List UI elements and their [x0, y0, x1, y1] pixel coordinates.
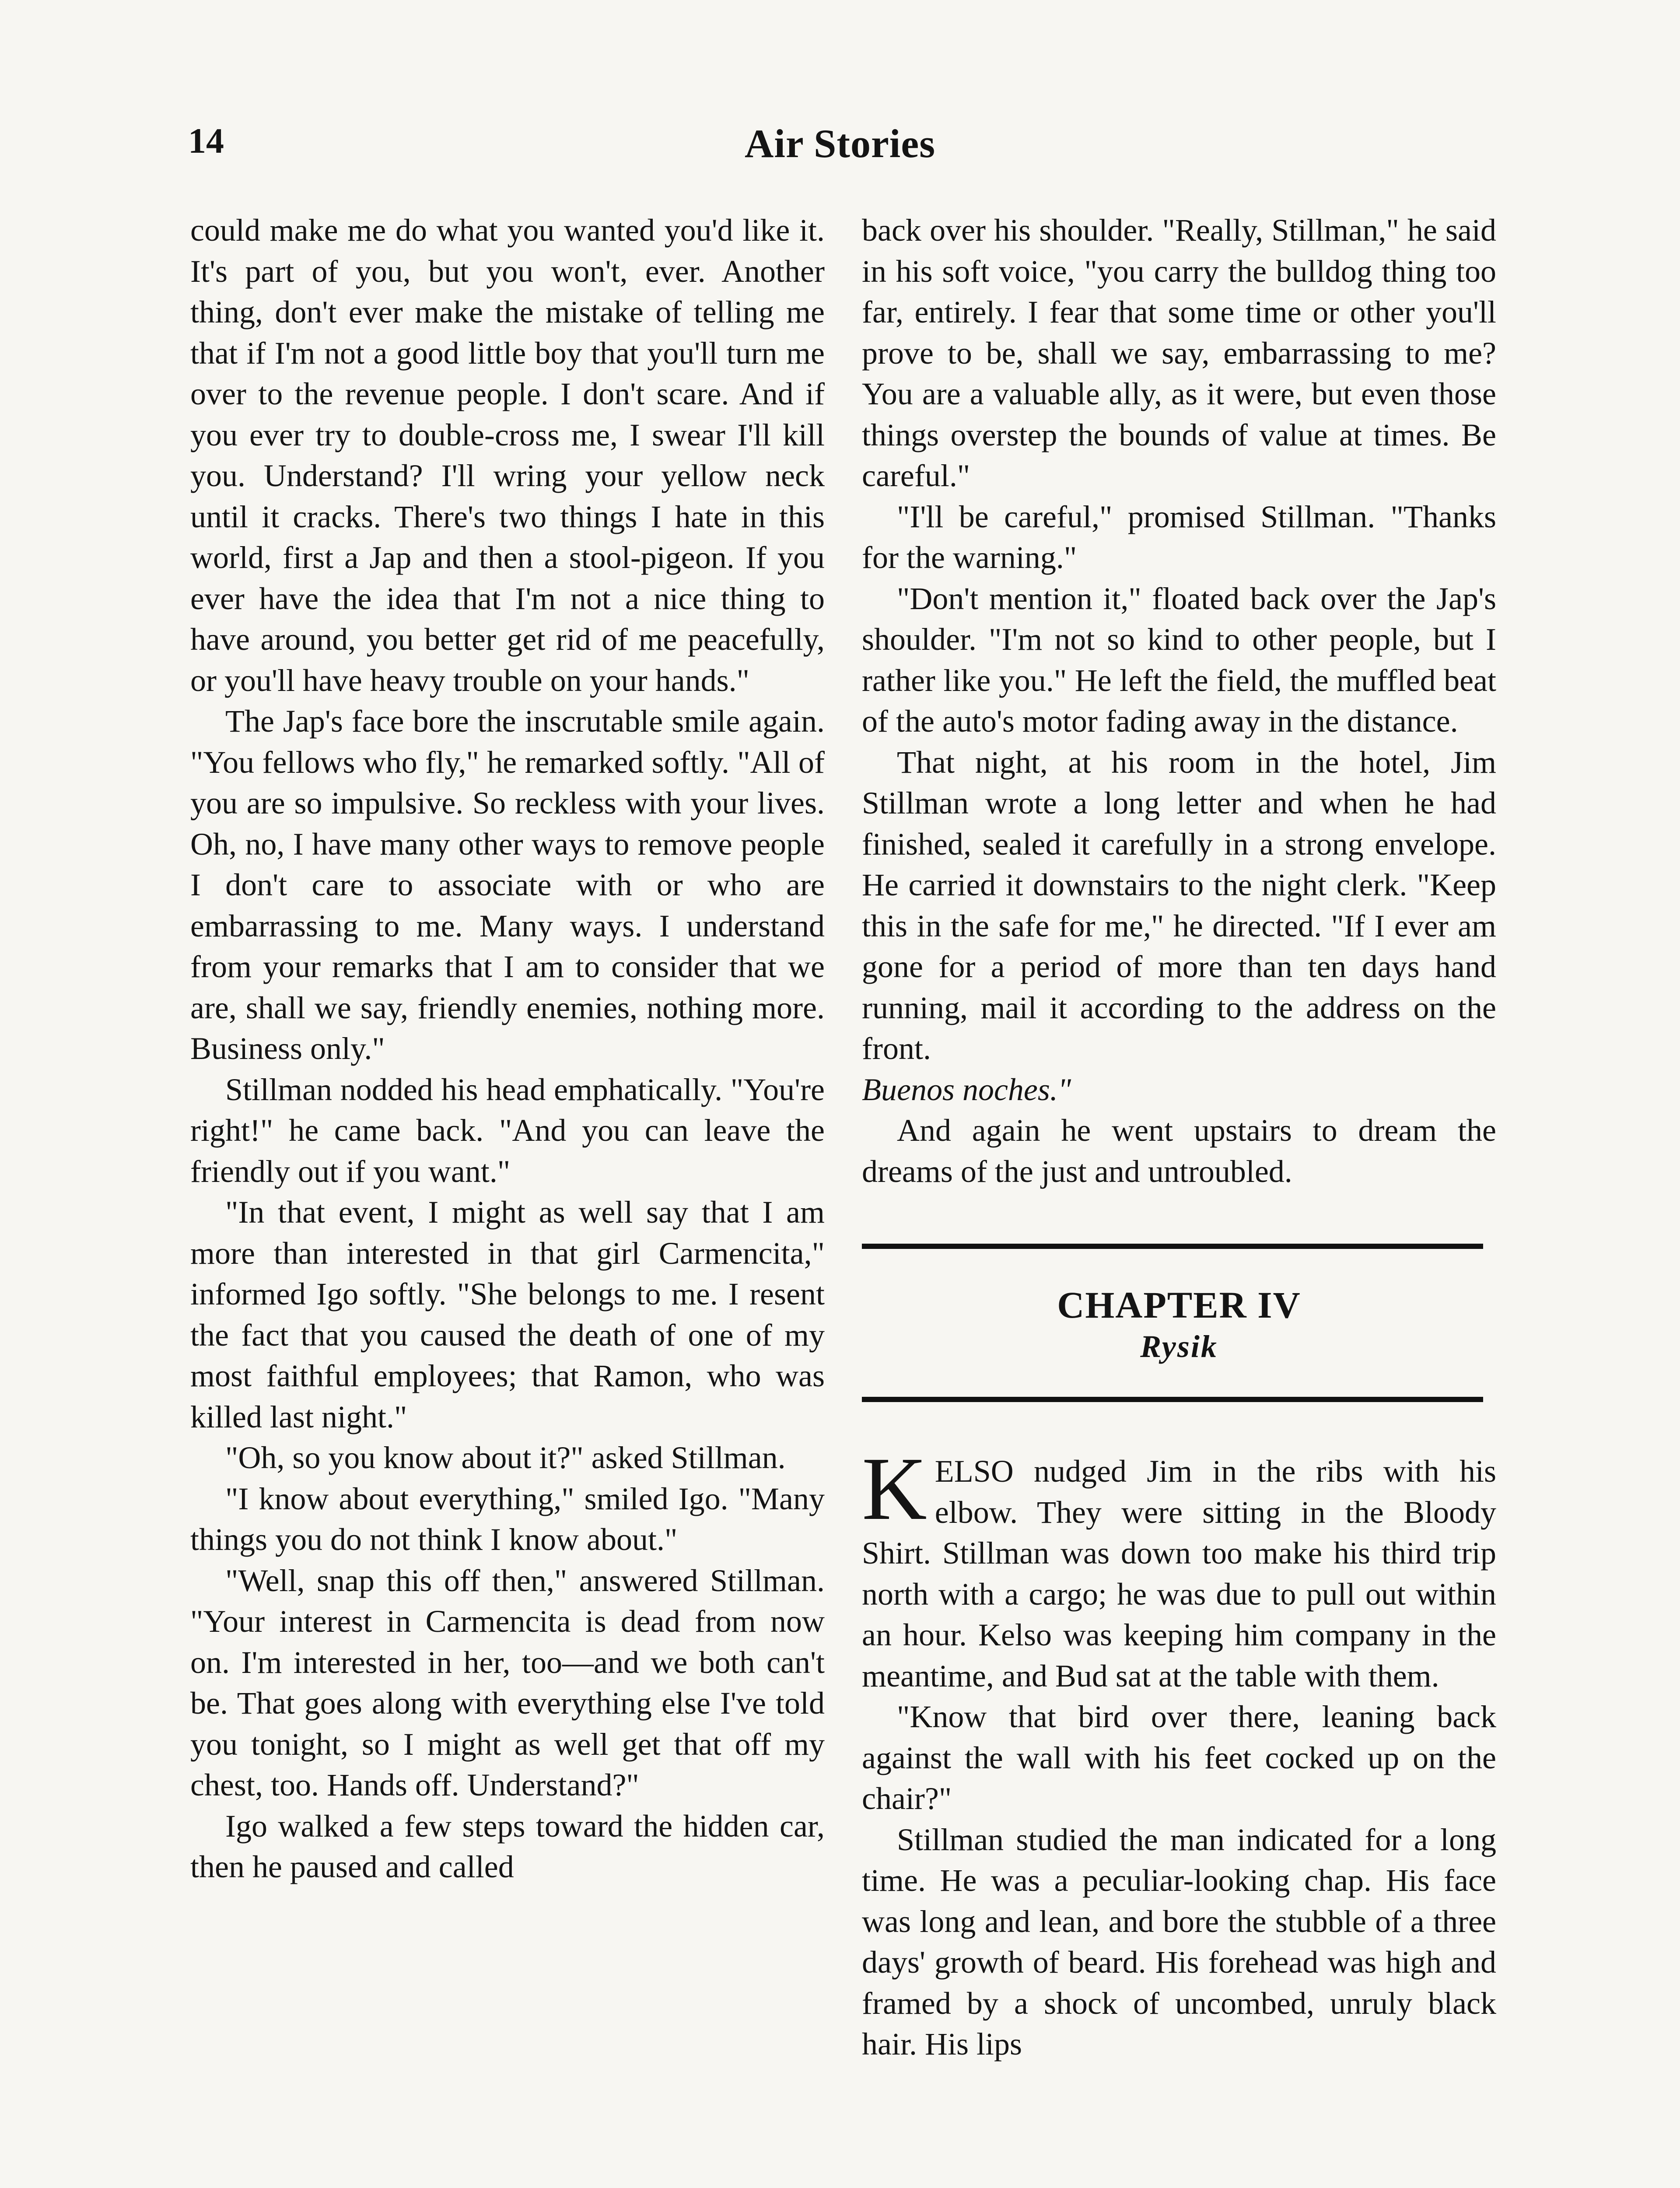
paragraph: The Jap's face bore the inscrutable smile again. "You fellows who fly," he remarked softly. "All of you are so impulsive. So reckless with your lives. Oh, no, I have many other ways to remove people I don't care to associate with or who are embarrassing to me. Many ways. I understand from your remarks that I am to consider that we are, shall we say, friendly enemies, nothing more. Business only." [190, 704, 825, 1066]
opening-paragraph-text: ELSO nudged Jim in the ribs with his elbow. They were sitting in the Bloody Shirt. Stillman was down too make his third trip north with a cargo; he was due to pull out within an hour. Kelso was keeping him company in the meantime, and Bud sat at the table with them. [862, 1454, 1496, 1694]
paragraph: And again he went upstairs to dream the dreams of the just and untroubled. [862, 1113, 1496, 1189]
paragraph: That night, at his room in the hotel, Jim Stillman wrote a long letter and when he had finished, sealed it carefully in a strong envelope. He carried it downstairs to the night clerk. "Keep this in the safe for me," he directed. "If I ever am gone for a period of more than ten days hand running, mail it according to the address on the front. [862, 744, 1496, 1066]
paragraph: "Don't mention it," floated back over the Jap's shoulder. "I'm not so kind to other people, but I rather like you." He left the field, the muffled beat of the auto's motor fading away in the distance. [862, 581, 1496, 739]
chapter-heading [862, 1244, 1496, 1402]
drop-cap: K [862, 1438, 927, 1539]
paragraph: "I know about everything," smiled Igo. "Many things you do not think I know about." [190, 1481, 825, 1557]
page-header [188, 116, 1492, 168]
chapter-rule-top [862, 1244, 1483, 1249]
paragraph: "I'll be careful," promised Stillman. "Thanks for the warning." [862, 499, 1496, 575]
chapter-rule-bottom [862, 1397, 1483, 1402]
running-title: Air Stories [744, 121, 935, 166]
chapter-title: CHAPTER IV [1057, 1284, 1301, 1326]
paragraph: "Well, snap this off then," answered Stillman. "Your interest in Carmencita is dead from now on. I'm interested in her, too—and we both can't be. That goes along with everything else I've told you tonight, so I might as well get that off my chest, too. Hands off. Understand?" [190, 1563, 825, 1802]
paragraph: "In that event, I might as well say that I am more than interested in that girl Carmencita," informed Igo softly. "She belongs to me. I resent the fact that you caused the death of one of my most faithful employees; that Ramon, who was killed last night." [190, 1195, 825, 1434]
opening-paragraph [862, 1438, 1496, 1697]
paragraph: Stillman studied the man indicated for a long time. He was a peculiar-looking chap. His face was long and lean, and bore the stubble of a three days' growth of beard. His forehead was high and framed by a shock of uncombed, unruly black hair. His lips [862, 1822, 1496, 2062]
paragraph: Stillman nodded his head emphatically. "You're right!" he came back. "And you can leave the friendly out if you want." [190, 1072, 825, 1189]
paragraph: "Know that bird over there, leaning back against the wall with his feet cocked up on the chair?" [862, 1699, 1496, 1816]
page-number: 14 [188, 121, 224, 161]
left-column [190, 210, 825, 1888]
paragraph-italic: Buenos noches." [862, 1072, 1071, 1107]
paragraph: back over his shoulder. "Really, Stillman," he said in his soft voice, "you carry the bulldog thing too far, entirely. I fear that some time or other you'll prove to be, shall we say, embarrassing to me? You are a valuable ally, as it were, but even those things overstep the bounds of value at times. Be careful." [862, 213, 1496, 493]
paragraph: could make me do what you wanted you'd like it. It's part of you, but you won't, ever. Another thing, don't ever make the mistake of telling me that if I'm not a good little boy that you'll turn me over to the revenue people. I don't scare. And if you ever try to double-cross me, I swear I'll kill you. Understand? I'll wring your yellow neck until it cracks. There's two things I hate in this world, first a Jap and then a stool-pigeon. If you ever have the idea that I'm not a nice thing to have around, you better get rid of me peacefully, or you'll have heavy trouble on your hands." [190, 213, 825, 698]
paragraph: "Oh, so you know about it?" asked Stillman. [225, 1440, 786, 1475]
paragraph: Igo walked a few steps toward the hidden car, then he paused and called [190, 1808, 825, 1884]
right-column [862, 210, 1496, 2065]
chapter-subtitle: Rysik [1140, 1329, 1218, 1364]
